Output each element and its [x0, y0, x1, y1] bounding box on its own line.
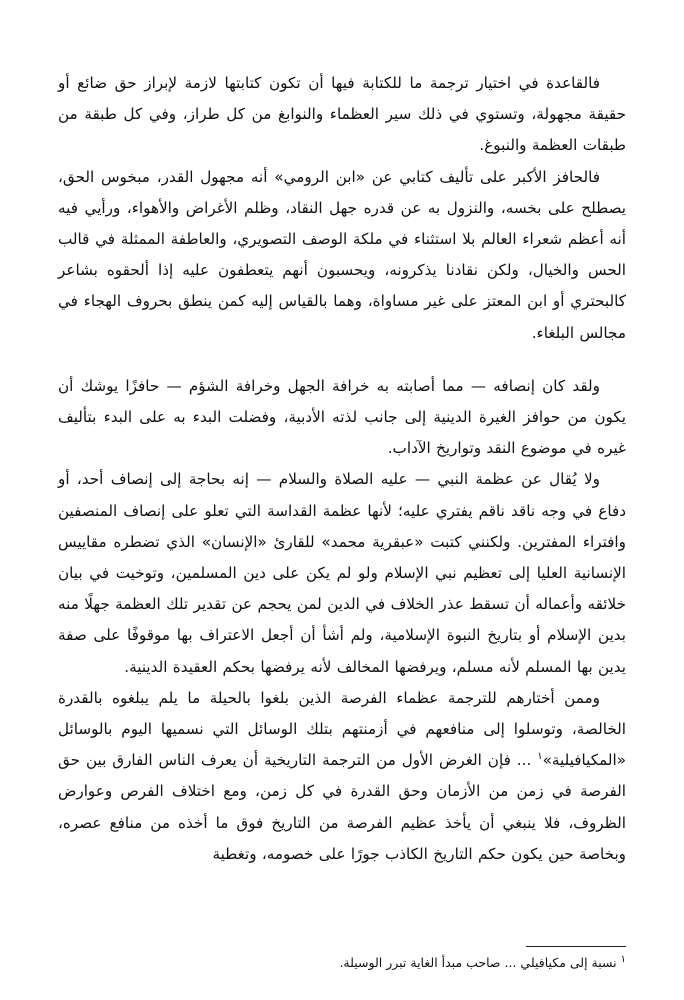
- paragraph-4: ولا يُقال عن عظمة النبي — عليه الصلاة والسلام — إنه بحاجة إلى إنصاف أحد، أو دفاع في وجه ناقد ناقم يفتري عليه؛ لأنها عظمة القداسة التي تعلو على إنصاف المنصفين وافتراء المفترين. ولكنني كتبت «عبقرية محمد» للقارئ «الإنسان» الذي تضطره مقاييس الإنسانية العليا إلى تعظيم نبي الإسلام ولو لم يكن على دين المسلمين، وتوخيت في بيان خلائقه وأعماله أن تسقط عذر الخلاف في الدين لمن يحجم عن تقدير تلك العظمة جهلًا منه بدين الإسلام أو بتاريخ النبوة الإسلامية، ولم أشأ أن أجعل الاعتراف بها موقوفًا على صفة يدين بها المسلم لأنه مسلم، ويرفضها المخالف لأنه يرفضها بحكم العقيدة الدينية.: [58, 470, 626, 676]
- footnote-marker: ١: [620, 953, 626, 965]
- footnote-reference[interactable]: ١: [537, 751, 543, 763]
- footnote-text: نسبة إلى مكيافيلي ... صاحب مبدأ الغاية تبرر الوسيلة.: [339, 955, 621, 970]
- paragraph-3: ولقد كان إنصافه — مما أصابته به خرافة الجهل وخرافة الشؤم — حافزًا يوشك أن يكون من حوافز الغيرة الدينية إلى جانب لذته الأدبية، وفضلت البدء به على البدء بتأليف غيره في موضوع النقد وتواريخ الآداب.: [58, 376, 626, 458]
- paragraph-2: فالحافز الأكبر على تأليف كتابي عن «ابن الرومي» أنه مجهول القدر، مبخوس الحق، يصطلح على بخسه، والنزول به عن قدره جهل النقاد، وظلم الأغراض والأهواء، ورأيي فيه أنه أعظم شعراء العالم بلا استثناء في ملكة الوصف التصويري، والعاطفة الممثلة في قالب الحس والخيال، ولكن نقادنا يذكرونه، ويحسبون أنهم يتعطفون عليه إذا ألحقوه بشاعر كالبحتري أو ابن المعتز على غير مساواة، وهما بالقياس إليه كمن ينطق بحروف الهجاء في مجالس البلغاء.: [58, 167, 626, 342]
- paragraph-5-rest: ... فإن الغرض الأول من الترجمة التاريخية أن يعرف الناس الفارق بين حق الفرصة في زمن من الأزمان وحق القدرة في كل زمن، ومع اختلاف الفرص وعوارض الظروف، فلا ينبغي أن يأخذ عظيم الفرصة من التاريخ فوق ما أخذه من منافع عصره، وبخاصة حين يكون حكم التاريخ الكاذب جورًا على خصومه، وتغطية: [58, 751, 626, 863]
- paragraph-gap: [58, 349, 626, 371]
- paragraph-1: فالقاعدة في اختيار ترجمة ما للكتابة فيها أن تكون كتابتها لازمة لإبراز حق ضائع أو حقيقة مجهولة، وتستوي في ذلك سير العظماء والنوابغ من كل طراز، وفي كل طبقة من طبقات العظمة والنبوغ.: [58, 74, 626, 155]
- paragraph-5: [58, 683, 626, 870]
- paragraph-5-start: وممن أختارهم للترجمة عظماء الفرصة الذين بلغوا بالحيلة ما يلم يبلغوه بالقدرة الخالصة، وتوسلوا إلى منافعهم في أزمنتهم بتلك الوسائل التي نسميها اليوم بالوسائل «المكيافيلية»: [58, 688, 626, 770]
- footnote-divider: [526, 946, 626, 947]
- footnote: [58, 952, 626, 974]
